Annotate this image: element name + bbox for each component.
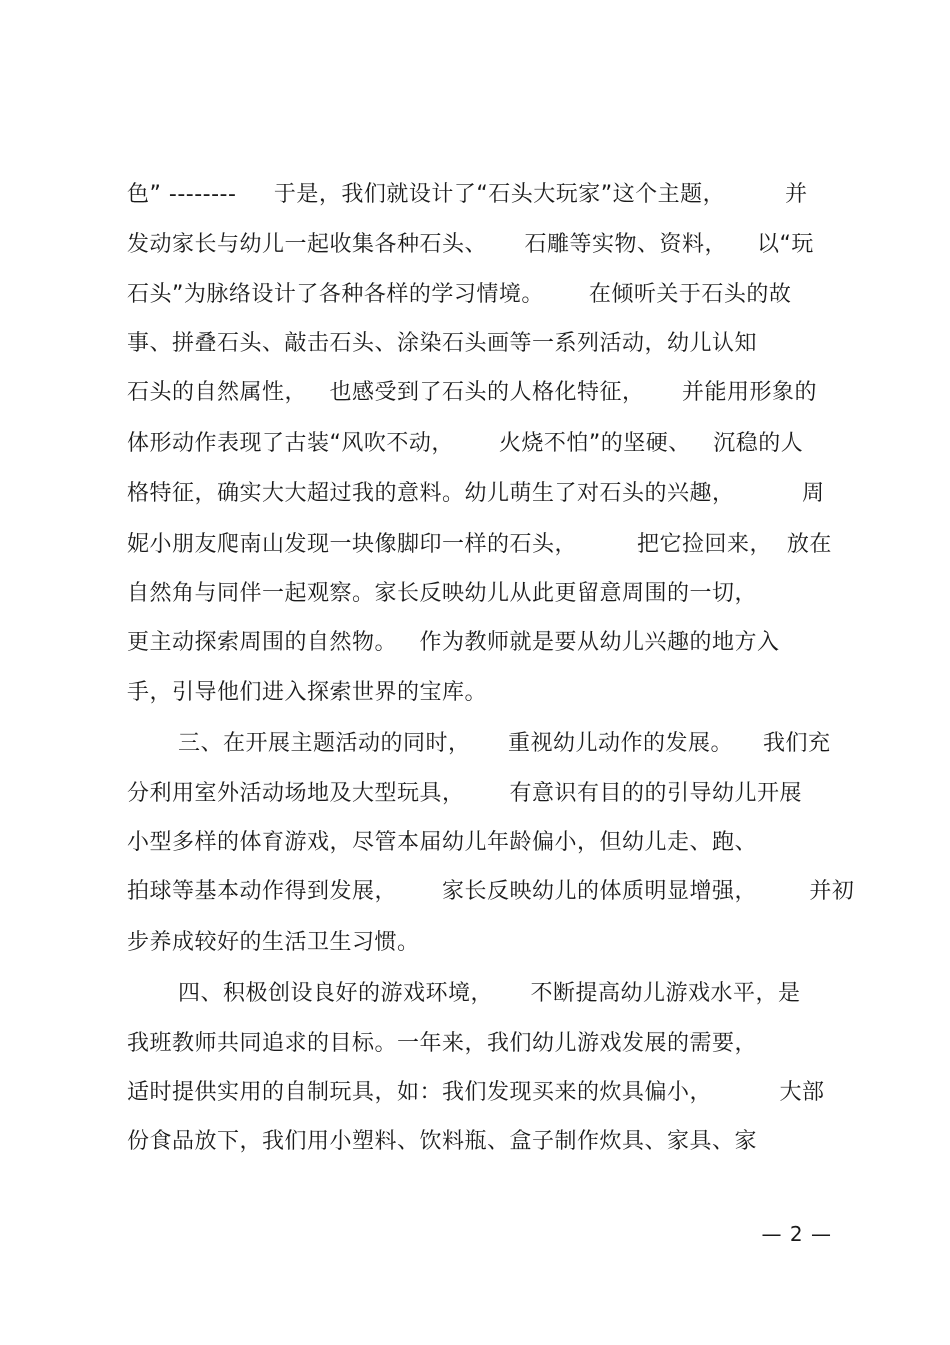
text-line: 发动家长与幼儿一起收集各种石头、 石雕等实物、资料， 以“玩	[127, 232, 814, 257]
text-line: 小型多样的体育游戏，尽管本届幼儿年龄偏小，但幼儿走、跑、	[127, 830, 758, 855]
text-line: 妮小朋友爬南山发现一块像脚印一样的石头， 把它捡回来， 放在	[127, 532, 832, 557]
text-line: 格特征，确实大大超过我的意料。幼儿萌生了对石头的兴趣， 周	[127, 481, 825, 506]
text-line: 石头”为脉络设计了各种各样的学习情境。 在倾听关于石头的故	[127, 282, 792, 307]
text-line: 自然角与同伴一起观察。家长反映幼儿从此更留意周围的一切，	[127, 581, 758, 606]
paragraph-heading-line: 三、在开展主题活动的同时， 重视幼儿动作的发展。 我们充	[178, 731, 831, 756]
text-line: 色” -------- 于是，我们就设计了“石头大玩家”这个主题， 并	[127, 182, 808, 207]
text-line: 拍球等基本动作得到发展， 家长反映幼儿的体质明显增强， 并初	[127, 879, 855, 904]
text-line: 手，引导他们进入探索世界的宝库。	[127, 680, 488, 705]
text-line: 体形动作表现了古装“风吹不动， 火烧不怕”的坚硬、 沉稳的人	[127, 431, 804, 456]
text-line: 更主动探索周围的自然物。 作为教师就是要从幼儿兴趣的地方入	[127, 630, 780, 655]
text-line: 适时提供实用的自制玩具，如：我们发现买来的炊具偏小， 大部	[127, 1080, 825, 1105]
text-line: 我班教师共同追求的目标。一年来，我们幼儿游戏发展的需要，	[127, 1031, 758, 1056]
text-line: 石头的自然属性， 也感受到了石头的人格化特征， 并能用形象的	[127, 380, 817, 405]
page-number: — 2 —	[761, 1222, 832, 1246]
text-line: 分利用室外活动场地及大型玩具， 有意识有目的的引导幼儿开展	[127, 781, 802, 806]
text-line: 份食品放下，我们用小塑料、饮料瓶、盒子制作炊具、家具、家	[127, 1129, 758, 1154]
text-line: 步养成较好的生活卫生习惯。	[127, 930, 420, 955]
paragraph-heading-line: 四、积极创设良好的游戏环境， 不断提高幼儿游戏水平，是	[178, 981, 801, 1006]
text-line: 事、拼叠石头、敲击石头、涂染石头画等一系列活动，幼儿认知	[127, 331, 758, 356]
